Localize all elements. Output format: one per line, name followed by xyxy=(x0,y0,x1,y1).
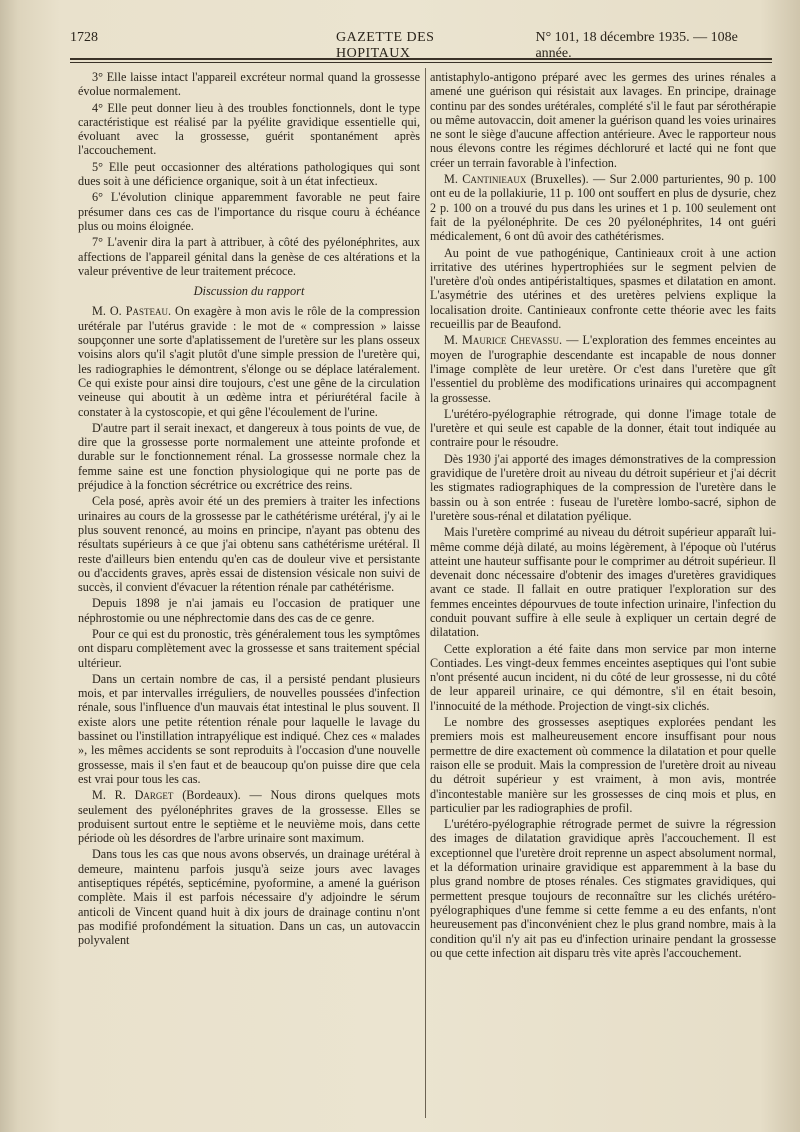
page-number: 1728 xyxy=(70,30,98,45)
paragraph: Depuis 1898 je n'ai jamais eu l'occasion de pratiquer une néphrostomie ou une néphrectomie dans des cas de ce genre. xyxy=(78,596,420,625)
paragraph: Mais l'uretère comprimé au niveau du détroit supérieur apparaît lui-même comme déjà dilaté, au moins légèrement, à l'époque où l'utérus atteint une hauteur suffisante pour le comprimer au détroit supérieur. Il devenait donc nécessaire d'obtenir des images d'uretères gravidiques avant ce stade. Il fallait en outre pratiquer l'exploration sur des femmes enceintes dépourvues de toute infection urinaire, l'infection du conduit pouvant suffire à elle seule à expliquer un certain degré de dilatation. xyxy=(430,525,776,640)
paragraph: Dans un certain nombre de cas, il a persisté pendant plusieurs mois, et par intervalles irréguliers, de nouvelles poussées d'infection rénale, sous l'influence d'un mauvais état intestinal le plus souvent. Il existe alors une petite rétention rénale pour laquelle le lavage du bassinet ou l'instillation intrapyélique est indiqué. Chez ces « malades », les mêmes accidents se sont reproduits à l'occasion d'une nouvelle grossesse, mais il s'en faut et de beaucoup qu'on puisse dire que cela est vrai pour tous les cas. xyxy=(78,671,420,786)
paragraph-text: — L'exploration des femmes enceintes au moyen de l'urographie descendante est incapable de nous donner l'image complète de leur uretère. Or c'est dans l'uretère que gît l'essentiel du problème des modifications urinaires qui accompagnent la grossesse. xyxy=(430,333,776,405)
left-column xyxy=(78,70,420,950)
paragraph: Cette exploration a été faite dans mon service par mon interne Contiades. Les vingt-deux femmes enceintes aseptiques qui l'ont subie n'ont présenté aucun incident, ni du côté de leur grossesse, ni du côté de leur appareil urinaire, ce qui démontre, s'il en était besoin, l'innocuité de la méthode. Projection de vingt-six clichés. xyxy=(430,641,776,713)
paragraph: D'autre part il serait inexact, et dangereux à tous points de vue, de dire que la grossesse porte normalement une atteinte profonde et durable sur le fonctionnement rénal. La grossesse normale chez la femme saine est une fonction physiologique qui ne porte pas de préjudice à la fonction sécrétrice ou excrétrice des reins. xyxy=(78,420,420,493)
paragraph: Dans tous les cas que nous avons observés, un drainage urétéral à demeure, maintenu parfois jusqu'à seize jours avec lavages antiseptiques répétés, septicémine, pyoformine, a amené la guérison complète. Mais il est parfois nécessaire d'y adjoindre le sérum anticoli de Vincent quand huit à dix jours de drainage continu n'ont pas modifié profondément la situation. Dans un cas, un autovaccin polyvalent xyxy=(78,847,420,948)
paragraph: 7° L'avenir dira la part à attribuer, à côté des pyélonéphrites, aux affections de l'appareil génital dans la genèse de ces altérations et la valeur préventive de leur traitement précoce. xyxy=(78,235,420,278)
header-rule xyxy=(70,58,772,60)
right-column xyxy=(430,70,776,962)
speaker-name: M. O. Pasteau. xyxy=(92,304,172,319)
paragraph xyxy=(430,172,776,243)
paragraph xyxy=(78,788,420,845)
paragraph: 6° L'évolution clinique apparemment favorable ne peut faire présumer dans ces cas de l'importance du risque couru à échéance plus ou moins éloignée. xyxy=(78,190,420,233)
paragraph: Cela posé, après avoir été un des premiers à traiter les infections urinaires au cours de la grossesse par le cathétérisme urétéral, j'y ai le plus souvent renoncé, au moins en principe, n'ayant pas obtenu des résultats supérieurs à ce que j'ai obtenu sans cathétérisme urétéral. Il reste d'ailleurs bien entendu qu'en cas de douleur vive et persistante ou d'accidents graves, après essai de distension vésicale non suivi de succès, il convient d'évacuer la rétention rénale par cathétérisme. xyxy=(78,494,420,595)
paragraph: Le nombre des grossesses aseptiques explorées pendant les premiers mois est malheureusement encore insuffisant pour nous permettre de dire exactement où commence la dilatation et pour quelle raison elle se produit. Mais la compression de l'uretère droit au niveau du détroit supérieur y est vraiment, à mon avis, montrée d'incontestable manière sur les grossesses de cinq mois et plus, en particulier par les radiographies de profil. xyxy=(430,715,776,815)
paragraph-text: (Bordeaux). — Nous dirons quelques mots seulement des pyélonéphrites graves de la grossesse. Elles se produisent surtout entre le septième et le neuvième mois, dans cette période où les désordres de l'arbre urinaire sont maximum. xyxy=(78,788,421,846)
header-rule-thin xyxy=(70,62,772,63)
paragraph xyxy=(430,333,776,404)
paragraph: Dès 1930 j'ai apporté des images démonstratives de la compression gravidique de l'uretère droit au niveau du détroit supérieur et j'ai décrit les stigmates radiographiques de la compression de l'uretère dans le bassin ou à son entrée : fuseau de l'uretère lombo-sacré, siphon de l'uretère sous-rénal et dilatation pyélique. xyxy=(430,451,776,523)
paragraph: 4° Elle peut donner lieu à des troubles fonctionnels, dont le type caractéristique est réalisé par la pyélite gravidique essentielle qui, évoluant avec la grossesse, guérit spontanément après l'accouchement. xyxy=(78,100,420,158)
paragraph: Au point de vue pathogénique, Cantinieaux croit à une action irritative des utérines hypertrophiées sur le segment pelvien de l'uretère d'où ondes antipéristaltiques, spasmes et dilatation en amont. L'asymétrie des utérines et des uretères pelviens explique la localisation droite. Cantinieaux confronte cette théorie avec les faits recueillis par de Beaufond. xyxy=(430,245,776,332)
paragraph: antistaphylo-antigono préparé avec les germes des urines rénales a amené une guérison qui résistait aux lavages. En principe, drainage continu par des sondes urétérales, complété s'il le faut par sérothérapie ou même autovaccin, doit amener la guérison quand les voies urinaires ne sont le siège d'aucune affection antérieure. Avec le rapporteur nous nous élevons contre les régimes déchloruré et lacté qui ne font que créer un terrain favorable à l'infection. xyxy=(430,70,776,170)
paragraph: L'urétéro-pyélographie rétrograde, qui donne l'image totale de l'uretère et qui seule est capable de la donner, était tout indiquée au contraire pour le résoudre. xyxy=(430,406,776,450)
column-divider xyxy=(425,68,426,1118)
speaker-name: M. R. Darget xyxy=(92,788,174,803)
issue-info: N° 101, 18 décembre 1935. — 108e année. xyxy=(535,30,738,61)
paragraph-text: (Bruxelles). — Sur 2.000 parturientes, 90 p. 100 ont eu de la pollakiurie, 11 p. 100 ont souffert en plus de dysurie, chez 2 p. 100 on a trouvé du pus dans les urines et 1 p. 100 seulement ont fait de la pyélonéphrite. De ces 20 pyélonéphrites, 14 ont guéri médicalement, 6 ont dû avoir des cathétérismes. xyxy=(430,172,777,244)
paragraph: 5° Elle peut occasionner des altérations pathologiques qui sont dues soit à une déficience organique, soit à un état infectieux. xyxy=(78,159,420,189)
journal-title: GAZETTE DES HOPITAUX xyxy=(336,30,435,61)
section-title: Discussion du rapport xyxy=(193,284,305,299)
speaker-name: M. Maurice Chevassu. xyxy=(444,333,563,348)
paragraph: 3° Elle laisse intact l'appareil excréteur normal quand la grossesse évolue normalement. xyxy=(78,70,420,99)
paragraph: Pour ce qui est du pronostic, très généralement tous les symptômes ont disparu complètement avec la grossesse et sans traitement spécial ultérieur. xyxy=(78,626,420,670)
paragraph xyxy=(78,304,420,418)
speaker-name: M. Cantinieaux xyxy=(444,172,527,187)
paragraph: L'urétéro-pyélographie rétrograde permet de suivre la régression des images de dilatation gravidique après l'accouchement. Il est exceptionnel que l'uretère droit reprenne un aspect absolument normal, et la déformation urinaire gravidique est apparemment à la base du plus grand nombre de ptoses rénales. Ces stigmates gravidiques, qui permettent presque toujours de reconnaître sur les clichés urétéro-pyélographiques d'une femme si cette femme a eu des enfants, n'ont heureusement pas d'inconvénient chez le plus grand nombre, mais à la condition qu'il n'y ait pas eu d'infection urinaire pendant la grossesse ou que cette infection ait disparu très vite après l'accouchement. xyxy=(430,817,776,960)
paragraph-text: On exagère à mon avis le rôle de la compression urétérale par l'utérus gravide : le mot de « compression » laisse soupçonner une sorte d'aplatissement de l'uretère sur les plans osseux voisins alors qu'il s'agit plutôt d'une simple pression de l'uretère qui, les radiographies le démontrent, s'élonge ou se déplace latéralement. Ce qui existe pour ainsi dire toujours, c'est une gêne de la circulation veineuse qui aboutit à un œdème intra et périurétéral facile à constater à la cystoscopie, et qui gêne l'écoulement de l'urine. xyxy=(78,304,420,419)
